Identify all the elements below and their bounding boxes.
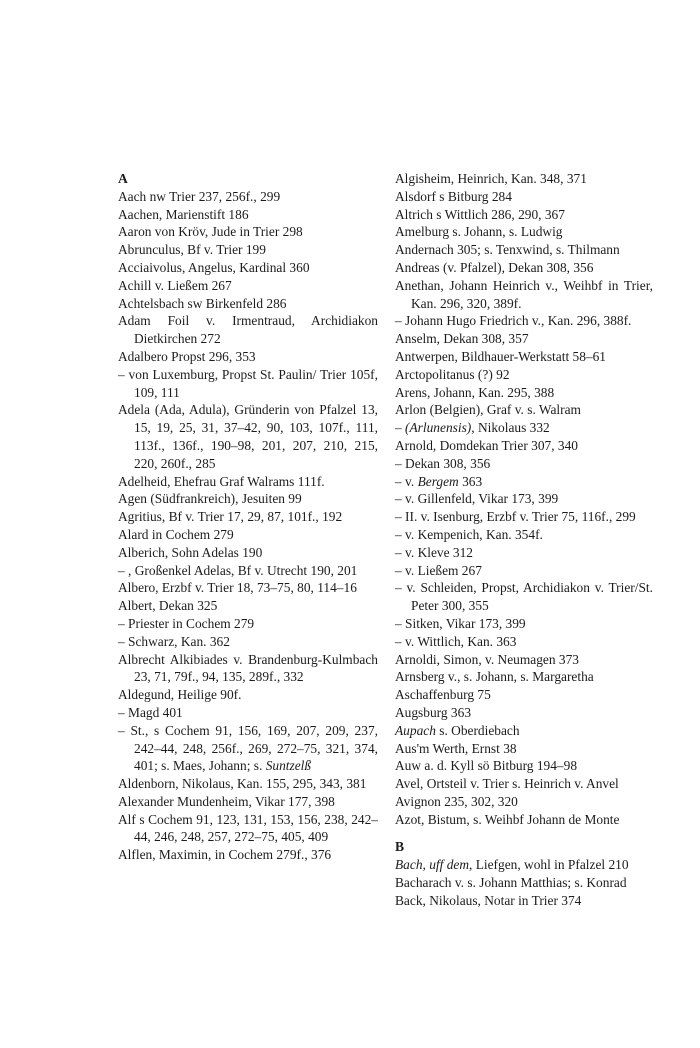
entry-text: Alflen, Maximin, in Cochem 279f., 376: [118, 847, 332, 863]
index-entry: [395, 508, 653, 526]
index-entry: [395, 892, 653, 910]
index-entry: [395, 437, 653, 455]
index-entry: [118, 775, 378, 793]
index-entry: [395, 856, 653, 874]
entry-text: Augsburg 363: [395, 704, 472, 720]
index-entry: [118, 295, 378, 313]
index-entry: [395, 668, 653, 686]
index-entry: [118, 615, 378, 633]
index-entry: [395, 188, 653, 206]
index-column-right: [395, 170, 653, 910]
entry-text: Aschaffenburg 75: [395, 687, 491, 703]
entry-text: Aachen, Marienstift 186: [118, 206, 249, 222]
index-entry: [118, 348, 378, 366]
entry-text: Arnsberg v., s. Johann, s. Margaretha: [395, 669, 594, 685]
index-entry: [395, 793, 653, 811]
entry-text: Bacharach v. s. Johann Matthias; s. Konrad: [395, 875, 627, 891]
entry-text: – , Großenkel Adelas, Bf v. Utrecht 190, 201: [118, 562, 358, 578]
entry-text: – Priester in Cochem 279: [118, 615, 255, 631]
entry-text: Amelburg s. Johann, s. Ludwig: [395, 224, 563, 240]
index-entry: [395, 206, 653, 224]
entry-prefix: – v.: [395, 473, 418, 489]
entry-text: – v. Schleiden, Propst, Archidiakon v. Trier/St. Peter 300, 355: [395, 580, 653, 614]
index-entry: [395, 775, 653, 793]
entry-text: Agen (Südfrankreich), Jesuiten 99: [118, 491, 302, 507]
index-entry: [395, 241, 653, 259]
index-entry: [118, 401, 378, 472]
index-entry: [395, 259, 653, 277]
index-entry: [118, 722, 378, 775]
entry-text: Anethan, Johann Heinrich v., Weihbf in Trier, Kan. 296, 320, 389f.: [395, 277, 653, 311]
entry-text: Back, Nikolaus, Notar in Trier 374: [395, 892, 582, 908]
entry-text: Auw a. d. Kyll sö Bitburg 194–98: [395, 758, 578, 774]
entry-text: – II. v. Isenburg, Erzbf v. Trier 75, 116f., 299: [395, 509, 636, 525]
entry-italic: Aupach: [395, 722, 436, 738]
index-entry: [118, 793, 378, 811]
entry-text: 363: [458, 473, 483, 489]
entry-text: Adalbero Propst 296, 353: [118, 348, 256, 364]
entry-text: Avel, Ortsteil v. Trier s. Heinrich v. Anvel: [395, 776, 619, 792]
index-entry: [395, 366, 653, 384]
index-entry: [395, 651, 653, 669]
index-entry: [395, 874, 653, 892]
entry-text: Acciaivolus, Angelus, Kardinal 360: [118, 259, 310, 275]
index-entry: [395, 490, 653, 508]
index-entry: [118, 473, 378, 491]
index-entry: [395, 312, 653, 330]
index-entry: [395, 633, 653, 651]
index-entry: [118, 562, 378, 580]
entry-text: Alf s Cochem 91, 123, 131, 153, 156, 238, 242–44, 246, 248, 257, 272–75, 405, 409: [118, 811, 378, 845]
entry-text: Abrunculus, Bf v. Trier 199: [118, 242, 266, 258]
index-entry: [118, 651, 378, 687]
index-entry: [118, 188, 378, 206]
index-column-left: [118, 170, 378, 864]
entry-text: Antwerpen, Bildhauer-Werkstatt 58–61: [395, 348, 606, 364]
index-entry: [118, 259, 378, 277]
entry-text: Aus'm Werth, Ernst 38: [395, 740, 517, 756]
section-letter: B: [395, 839, 405, 855]
entry-italic: Bach, uff dem: [395, 857, 470, 873]
entry-prefix: –: [395, 420, 406, 436]
index-entry: [395, 473, 653, 491]
index-entry: [395, 419, 653, 437]
entry-text: Adelheid, Ehefrau Graf Walrams 111f.: [118, 473, 325, 489]
entry-text: – v. Kleve 312: [395, 544, 473, 560]
entry-text: Albero, Erzbf v. Trier 18, 73–75, 80, 114–16: [118, 580, 357, 596]
index-entry: [395, 811, 653, 829]
entry-italic: Bergem: [417, 473, 459, 489]
index-entry: [118, 686, 378, 704]
entry-text: – v. Gillenfeld, Vikar 173, 399: [395, 491, 559, 507]
entry-text: Alard in Cochem 279: [118, 526, 234, 542]
index-entry: [118, 597, 378, 615]
entry-text: – St., s Cochem 91, 156, 169, 207, 209, 237, 242–44, 248, 256f., 269, 272–75, 321, 374, 401; s. Maes, Johann; s.: [118, 722, 378, 774]
entry-text: Arlon (Belgien), Graf v. s. Walram: [395, 402, 581, 418]
entry-text: Albrecht Alkibiades v. Brandenburg-Kulmbach 23, 71, 79f., 94, 135, 289f., 332: [118, 651, 378, 685]
entry-text: Arctopolitanus (?) 92: [395, 366, 510, 382]
entry-text: Alberich, Sohn Adelas 190: [118, 544, 263, 560]
entry-text: Alsdorf s Bitburg 284: [395, 188, 512, 204]
entry-text: Aldenborn, Nikolaus, Kan. 155, 295, 343, 381: [118, 776, 367, 792]
entry-text: Anselm, Dekan 308, 357: [395, 331, 529, 347]
entry-text: , Nikolaus 332: [471, 420, 550, 436]
entry-text: Azot, Bistum, s. Weihbf Johann de Monte: [395, 811, 620, 827]
index-entry: [118, 526, 378, 544]
entry-italic: (Arlunensis): [405, 420, 472, 436]
index-entry: [395, 223, 653, 241]
entry-text: Andernach 305; s. Tenxwind, s. Thilmann: [395, 242, 620, 258]
index-entry: [118, 704, 378, 722]
index-entry: [118, 811, 378, 847]
entry-text: – v. Kempenich, Kan. 354f.: [395, 526, 543, 542]
entry-text: – von Luxemburg, Propst St. Paulin/ Trier 105f, 109, 111: [118, 366, 378, 400]
index-entry: [395, 384, 653, 402]
index-entry: [118, 579, 378, 597]
index-entry: [118, 846, 378, 864]
entry-text: – v. Ließem 267: [395, 562, 482, 578]
entry-text: – Magd 401: [118, 704, 183, 720]
entry-text: Achill v. Ließem 267: [118, 277, 232, 293]
entry-text: – Dekan 308, 356: [395, 455, 491, 471]
entry-text: Aach nw Trier 237, 256f., 299: [118, 188, 281, 204]
index-entry: [118, 206, 378, 224]
entry-text: Achtelsbach sw Birkenfeld 286: [118, 295, 287, 311]
entry-text: Algisheim, Heinrich, Kan. 348, 371: [395, 171, 587, 186]
entry-text: Albert, Dekan 325: [118, 598, 218, 614]
entry-text: Adela (Ada, Adula), Gründerin von Pfalzel 13, 15, 19, 25, 31, 37–42, 90, 103, 107f., 111, 113f., 136f., 190–98, 201, 207, 210, 215, 220, 260f., 285: [118, 402, 378, 471]
index-entry: [395, 562, 653, 580]
entry-text: – v. Wittlich, Kan. 363: [395, 633, 517, 649]
index-entry: [118, 544, 378, 562]
index-entry: [118, 223, 378, 241]
index-entry: [118, 633, 378, 651]
index-entry: [395, 330, 653, 348]
entry-text: Arnoldi, Simon, v. Neumagen 373: [395, 651, 579, 667]
entry-text: Arnold, Domdekan Trier 307, 340: [395, 437, 578, 453]
entry-text: Adam Foil v. Irmentraud, Archidiakon Dietkirchen 272: [118, 313, 378, 347]
entry-text: Aldegund, Heilige 90f.: [118, 687, 242, 703]
index-entry: [395, 526, 653, 544]
entry-text: Andreas (v. Pfalzel), Dekan 308, 356: [395, 259, 594, 275]
index-entry: [118, 508, 378, 526]
entry-text: , Liefgen, wohl in Pfalzel 210: [469, 857, 629, 873]
index-entry: [395, 170, 653, 188]
entry-text: – Schwarz, Kan. 362: [118, 633, 230, 649]
entry-text: – Sitken, Vikar 173, 399: [395, 615, 526, 631]
index-entry: [118, 490, 378, 508]
index-entry: [395, 455, 653, 473]
entry-text: Alexander Mundenheim, Vikar 177, 398: [118, 793, 335, 809]
entry-text: s. Oberdiebach: [435, 722, 520, 738]
index-entry: [395, 277, 653, 313]
index-entry: [395, 401, 653, 419]
section-letter: A: [118, 171, 128, 186]
entry-text: Arens, Johann, Kan. 295, 388: [395, 384, 555, 400]
section-gap: [395, 828, 653, 838]
index-entry: [395, 757, 653, 775]
entry-text: Avignon 235, 302, 320: [395, 793, 518, 809]
entry-italic: Suntzelß: [265, 758, 312, 774]
index-entry: [395, 704, 653, 722]
entry-text: Agritius, Bf v. Trier 17, 29, 87, 101f., 192: [118, 509, 343, 525]
index-entry: [395, 579, 653, 615]
index-entry: [395, 348, 653, 366]
index-entry: [395, 686, 653, 704]
index-entry: [395, 544, 653, 562]
index-entry: [118, 366, 378, 402]
index-entry: [395, 615, 653, 633]
entry-text: Altrich s Wittlich 286, 290, 367: [395, 206, 565, 222]
index-entry: [118, 277, 378, 295]
entry-text: Aaron von Kröv, Jude in Trier 298: [118, 224, 303, 240]
index-entry: [395, 740, 653, 758]
index-entry: [118, 241, 378, 259]
index-entry: [395, 722, 653, 740]
index-entry: [118, 312, 378, 348]
entry-text: – Johann Hugo Friedrich v., Kan. 296, 388f.: [395, 313, 632, 329]
